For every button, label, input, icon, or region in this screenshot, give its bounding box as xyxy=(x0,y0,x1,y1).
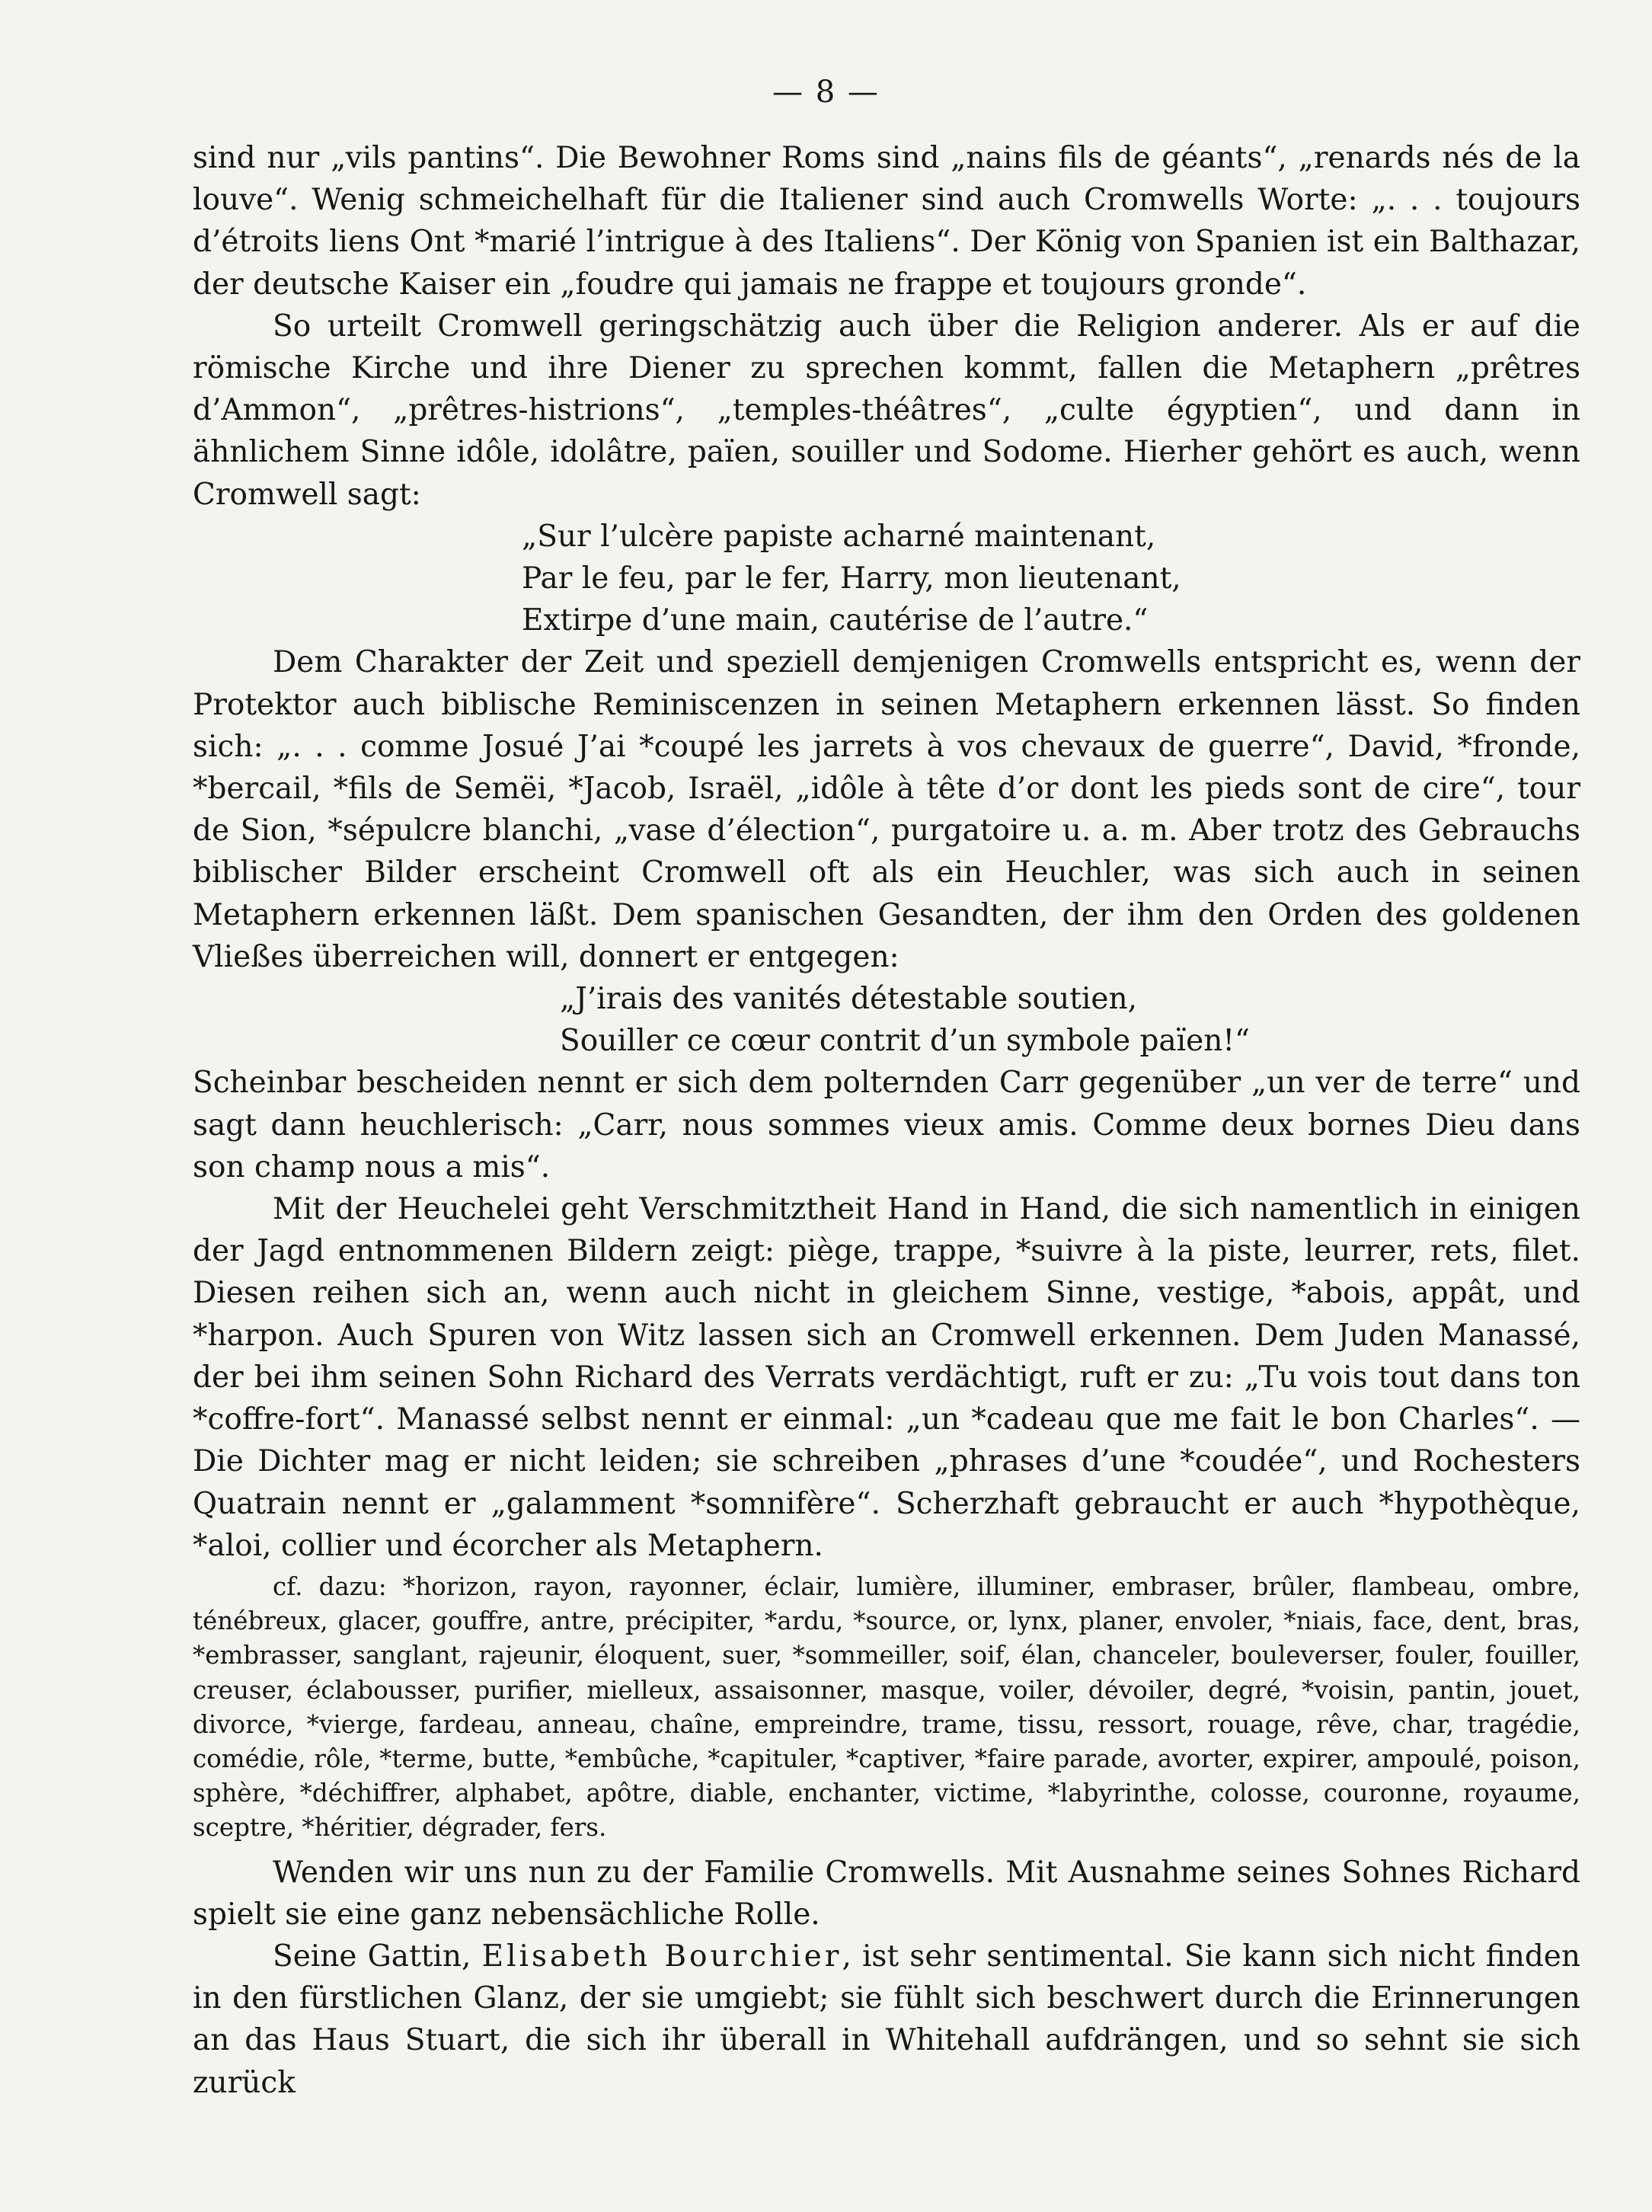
paragraph-3: Dem Charakter der Zeit und speziell demjenigen Cromwells entspricht es, wenn der Protektor auch biblische Reminiscenzen in seinen Metaphern erkennen lässt. So finden sich: „. . . comme Josué J’ai *coupé les jarrets à vos chevaux de guerre“, David, *fronde, *bercail, *fils de Semëi, *Jacob, Israël, „idôle à tête d’or dont les pieds sont de cire“, tour de Sion, *sépulcre blanchi, „vase d’élection“, purgatoire u. a. m. Aber trotz des Gebrauchs biblischer Bilder erscheint Cromwell oft als ein Heuchler, was sich auch in seinen Metaphern erkennen läßt. Dem spanischen Gesandten, der ihm den Orden des goldenen Vließes überreichen will, donnert er entgegen: xyxy=(193,645,1580,974)
verse-line: Souiller ce cœur contrit d’un symbole païen!“ xyxy=(560,1024,1250,1059)
paragraph-7 xyxy=(193,1936,1580,2104)
paragraph-2: So urteilt Cromwell geringschätzig auch über die Religion anderer. Als er auf die römische Kirche und ihre Diener zu sprechen kommt, fallen die Metaphern „prêtres d’Ammon“, „prêtres-histrions“, „temples-théâtres“, „culte égyptien“, und dann in ähnlichem Sinne idôle, idolâtre, païen, souiller und Sodome. Hierher gehört es auch, wenn Cromwell sagt: xyxy=(193,308,1580,512)
paragraph-5: Mit der Heuchelei geht Verschmitztheit Hand in Hand, die sich namentlich in einigen der Jagd entnommenen Bildern zeigt: piège, trappe, *suivre à la piste, leurrer, rets, filet. Diesen reihen sich an, wenn auch nicht in gleichem Sinne, vestige, *abois, appât, und *harpon. Auch Spuren von Witz lassen sich an Cromwell erkennen. Dem Juden Manassé, der bei ihm seinen Sohn Richard des Verrats verdächtigt, ruft er zu: „Tu vois tout dans ton *coffre-fort“. Manassé selbst nennt er einmal: „un *cadeau que me fait le bon Charles“. — Die Dichter mag er nicht leiden; sie schreiben „phrases d’une *coudée“, und Rochesters Quatrain nennt er „galamment *somnifère“. Scherzhaft gebraucht er auch *hypothèque, *aloi, collier und écorcher als Metaphern. xyxy=(193,1192,1580,1563)
verse-quote-2 xyxy=(560,978,1580,1062)
verse-line: Par le feu, par le fer, Harry, mon lieutenant, xyxy=(522,561,1181,596)
verse-line: „J’irais des vanités détestable soutien, xyxy=(560,982,1137,1017)
footnote-word-list xyxy=(193,1570,1580,1846)
spaced-name: Elisabeth Bourchier xyxy=(481,1939,842,1974)
footnote-text: cf. dazu: *horizon, rayon, rayonner, éclair, lumière, illuminer, embraser, brûler, flambeau, ombre, ténébreux, glacer, gouffre, antre, précipiter, *ardu, *source, or, lynx, planer, envoler, *niais, face, dent, bras, *embrasser, sanglant, rajeunir, éloquent, suer, *sommeiller, soif, élan, chanceler, bouleverser, fouler, fouiller, creuser, éclabousser, purifier, mielleux, assaisonner, masque, voiler, dévoiler, degré, *voisin, pantin, jouet, divorce, *vierge, fardeau, anneau, chaîne, empreindre, trame, tissu, ressort, rouage, rêve, char, tragédie, comédie, rôle, *terme, butte, *embûche, *capituler, *captiver, *faire parade, avorter, expirer, ampoulé, poison, sphère, *déchiffrer, alphabet, apôtre, diable, enchanter, victime, *labyrinthe, colosse, couronne, royaume, sceptre, *héritier, dégrader, fers. xyxy=(193,1571,1580,1843)
paragraph-7-start: Seine Gattin, xyxy=(273,1939,471,1974)
paragraph-6: Wenden wir uns nun zu der Familie Cromwells. Mit Ausnahme seines Sohnes Richard spielt sie eine ganz nebensächliche Rolle. xyxy=(193,1855,1580,1932)
paragraph-1: sind nur „vils pantins“. Die Bewohner Roms sind „nains fils de géants“, „renards nés de la louve“. Wenig schmeichelhaft für die Italiener sind auch Cromwells Worte: „. . . toujours d’étroits liens Ont *marié l’intrigue à des Italiens“. Der König von Spanien ist ein Balthazar, der deutsche Kaiser ein „foudre qui jamais ne frappe et toujours gronde“. xyxy=(193,141,1580,302)
verse-line: „Sur l’ulcère papiste acharné maintenant, xyxy=(522,519,1156,554)
paragraph-4: Scheinbar bescheiden nennt er sich dem polternden Carr gegenüber „un ver de terre“ und sagt dann heuchlerisch: „Carr, nous sommes vieux amis. Comme deux bornes Dieu dans son champ nous a mis“. xyxy=(193,1066,1580,1184)
page-number: — 8 — xyxy=(772,75,880,110)
verse-line: Extirpe d’une main, cautérise de l’autre.“ xyxy=(522,603,1149,638)
verse-quote-1 xyxy=(522,516,1580,642)
paragraph-7-rest: , ist sehr sentimental. Sie kann sich nicht finden in den fürstlichen Glanz, der sie umgiebt; sie fühlt sich beschwert durch die Erinnerungen an das Haus Stuart, die sich ihr überall in Whitehall aufdrängen, und so sehnt sie sich zurück xyxy=(193,1939,1580,2100)
main-text xyxy=(193,137,1580,2104)
